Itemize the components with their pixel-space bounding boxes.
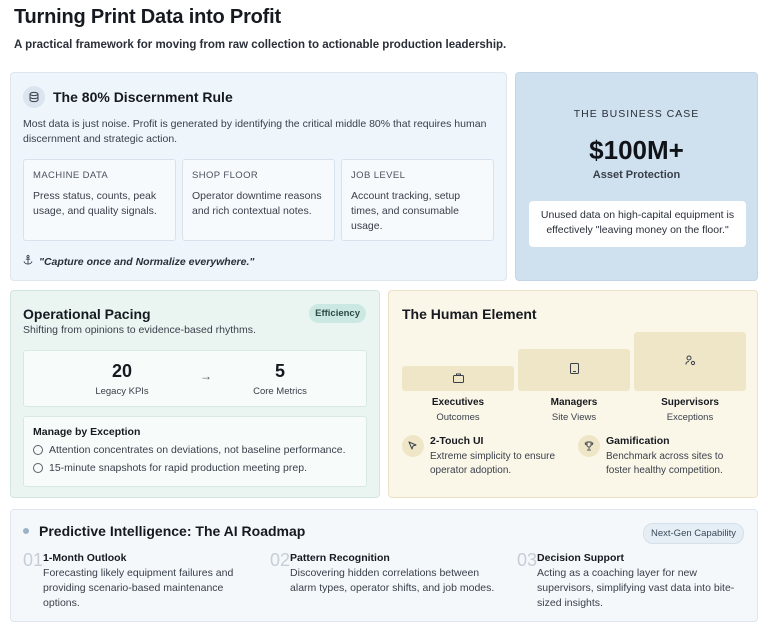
pacing-title: Operational Pacing (23, 306, 151, 322)
box-label: SHOP FLOOR (192, 170, 259, 181)
tier-name: Managers (550, 397, 598, 408)
feature-title: Gamification (606, 435, 670, 447)
step-number: 01 (23, 550, 44, 570)
list-item (33, 444, 357, 456)
tier-supervisors (634, 397, 746, 423)
tier-bar-managers (518, 349, 630, 391)
human-title: The Human Element (402, 306, 537, 322)
feature-gamification (578, 435, 748, 478)
step-title: Pattern Recognition (290, 552, 390, 564)
core-metrics (220, 361, 340, 397)
box-label: MACHINE DATA (33, 170, 109, 181)
tier-bar-supervisors (634, 332, 746, 391)
job-level-box (341, 159, 494, 241)
kpi-comparison (23, 350, 367, 407)
bullet-dot-icon (23, 528, 29, 534)
step-text: Acting as a coaching layer for new supervisors, simplifying vast data into bite-sized insights. (537, 567, 735, 609)
tier-sub: Exceptions (666, 412, 714, 423)
box-text: Press status, counts, peak usage, and quality signals. (33, 190, 157, 217)
pacing-subtitle: Shifting from opinions to evidence-based rhythms. (23, 324, 256, 336)
step-title: 1-Month Outlook (43, 552, 127, 564)
legacy-kpis (62, 361, 182, 397)
step-text: Discovering hidden correlations between alarm types, operator shifts, and job modes. (290, 567, 495, 594)
database-icon (23, 86, 45, 108)
discernment-title: The 80% Discernment Rule (53, 89, 233, 105)
feature-title: 2-Touch UI (430, 435, 484, 447)
box-text: Account tracking, setup times, and consumable usage. (351, 190, 461, 232)
clock-icon (33, 463, 43, 473)
feature-two-touch (402, 435, 567, 478)
operational-pacing-card (10, 290, 380, 498)
feature-text: Extreme simplicity to ensure operator adoption. (430, 451, 556, 476)
user-settings-icon (685, 353, 696, 371)
human-element-card (388, 290, 758, 498)
business-case-value: $100M+ (589, 135, 684, 165)
ai-roadmap-card (10, 509, 758, 622)
kpi-value: 5 (274, 361, 285, 381)
list-item-text: Attention concentrates on deviations, not baseline performance. (49, 444, 346, 456)
page-header (14, 6, 506, 51)
step-number: 02 (270, 550, 291, 570)
tier-sub: Site Views (551, 412, 597, 423)
list-item (33, 462, 357, 474)
tier-name: Supervisors (661, 397, 719, 408)
trophy-icon (578, 435, 600, 457)
page-title: Turning Print Data into Profit (14, 6, 281, 28)
roadmap-step (23, 552, 253, 611)
business-case-note: Unused data on high-capital equipment is effectively "leaving money on the floor." (529, 201, 746, 247)
tier-name: Executives (431, 397, 485, 408)
roadmap-title: Predictive Intelligence: The AI Roadmap (39, 523, 306, 539)
roadmap-step (517, 552, 747, 611)
roadmap-step (270, 552, 500, 596)
arrow-right-icon: → (200, 369, 212, 383)
box-text: Operator downtime reasons and rich contextual notes. (192, 190, 322, 217)
box-label: JOB LEVEL (351, 170, 406, 181)
discernment-card (10, 72, 507, 281)
kpi-label: Core Metrics (253, 386, 307, 397)
machine-data-box (23, 159, 176, 241)
cursor-icon (402, 435, 424, 457)
feature-text: Benchmark across sites to foster healthy competition. (606, 451, 724, 476)
page-subtitle: A practical framework for moving from raw collection to actionable production leadership. (14, 39, 507, 51)
info-icon (33, 445, 43, 455)
briefcase-icon (453, 370, 464, 388)
list-item-text: 15-minute snapshots for rapid production meeting prep. (49, 462, 307, 474)
quote (23, 255, 254, 268)
quote-text: "Capture once and Normalize everywhere." (39, 255, 255, 268)
next-gen-badge: Next-Gen Capability (643, 523, 744, 544)
tier-sub: Outcomes (436, 412, 480, 423)
business-case-label: THE BUSINESS CASE (573, 108, 700, 120)
shop-floor-box (182, 159, 335, 241)
business-case-card (515, 72, 758, 281)
efficiency-badge: Efficiency (309, 304, 366, 323)
kpi-label: Legacy KPIs (95, 386, 149, 397)
tablet-icon (570, 361, 579, 379)
tier-managers (518, 397, 630, 423)
anchor-icon (23, 255, 33, 268)
discernment-description: Most data is just noise. Profit is generated by identifying the critical middle 80% that requires human discernment and strategic action. (23, 118, 487, 145)
tier-executives (402, 397, 514, 423)
step-title: Decision Support (537, 552, 624, 564)
tier-bar-executives (402, 366, 514, 391)
step-text: Forecasting likely equipment failures and providing scenario-based maintenance options. (43, 567, 234, 609)
exception-title: Manage by Exception (33, 426, 141, 438)
step-number: 03 (517, 550, 538, 570)
kpi-value: 20 (111, 361, 133, 381)
business-case-sub: Asset Protection (592, 169, 681, 181)
manage-by-exception (23, 416, 367, 487)
